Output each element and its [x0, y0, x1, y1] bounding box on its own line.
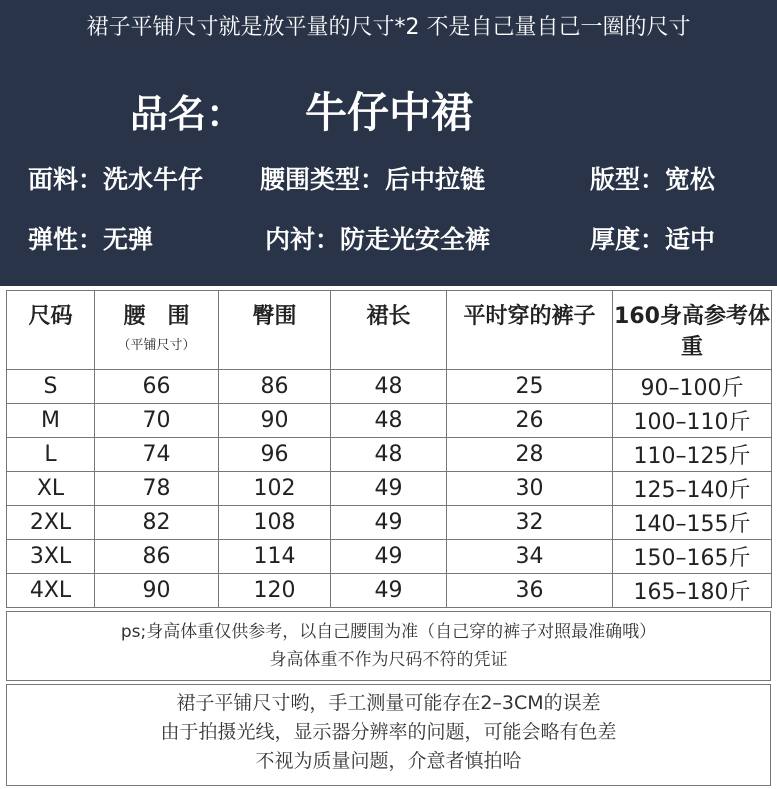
size-table — [6, 290, 772, 608]
cell-pants: 34 — [447, 540, 613, 574]
cell-weight: 90–100斤 — [613, 370, 772, 404]
cell-waist: 90 — [95, 574, 219, 608]
cell-length: 48 — [331, 404, 447, 438]
cell-waist: 82 — [95, 506, 219, 540]
header-weight-ref: 160身高参考体重 — [613, 291, 772, 370]
cell-hip: 114 — [219, 540, 331, 574]
spec-fabric: 面料：洗水牛仔 — [28, 165, 204, 194]
cell-weight: 100–110斤 — [613, 404, 772, 438]
header-waist: 腰 围 （平铺尺寸） — [95, 291, 219, 370]
header-hip: 臀围 — [219, 291, 331, 370]
table-row — [7, 540, 772, 574]
cell-pants: 25 — [447, 370, 613, 404]
cell-size: XL — [7, 472, 95, 506]
cell-size: 2XL — [7, 506, 95, 540]
ps-line-2: 身高体重不作为尺码不符的凭证 — [269, 650, 508, 670]
footer-line-3: 不视为质量问题，介意者慎拍哈 — [255, 750, 522, 772]
cell-length: 48 — [331, 438, 447, 472]
cell-hip: 96 — [219, 438, 331, 472]
cell-hip: 102 — [219, 472, 331, 506]
cell-length: 49 — [331, 574, 447, 608]
cell-weight: 150–165斤 — [613, 540, 772, 574]
cell-length: 49 — [331, 472, 447, 506]
cell-waist: 66 — [95, 370, 219, 404]
top-note: 裙子平铺尺寸就是放平量的尺寸*2 不是自己量自己一圈的尺寸 — [86, 15, 691, 40]
cell-size: L — [7, 438, 95, 472]
cell-size: S — [7, 370, 95, 404]
header-waist-sub: （平铺尺寸） — [117, 338, 196, 353]
header-usual-pants: 平时穿的裤子 — [447, 291, 613, 370]
table-row — [7, 506, 772, 540]
spec-fit: 版型：宽松 — [590, 165, 716, 194]
spec-thickness: 厚度：适中 — [590, 225, 716, 254]
ps-note — [6, 611, 771, 681]
table-row — [7, 370, 772, 404]
table-row — [7, 404, 772, 438]
cell-length: 48 — [331, 370, 447, 404]
product-name-value: 牛仔中裙 — [305, 88, 474, 137]
cell-size: 4XL — [7, 574, 95, 608]
header-panel — [0, 0, 777, 286]
product-name-label: 品名： — [130, 92, 245, 136]
spec-elasticity: 弹性：无弹 — [28, 225, 154, 254]
cell-waist: 86 — [95, 540, 219, 574]
cell-length: 49 — [331, 540, 447, 574]
cell-size: M — [7, 404, 95, 438]
footer-note — [6, 684, 771, 786]
cell-pants: 30 — [447, 472, 613, 506]
cell-length: 49 — [331, 506, 447, 540]
cell-hip: 108 — [219, 506, 331, 540]
table-header-row — [7, 291, 772, 370]
cell-waist: 74 — [95, 438, 219, 472]
cell-pants: 32 — [447, 506, 613, 540]
cell-hip: 90 — [219, 404, 331, 438]
footer-line-1: 裙子平铺尺寸哟，手工测量可能存在2–3CM的误差 — [176, 692, 601, 714]
cell-weight: 165–180斤 — [613, 574, 772, 608]
cell-hip: 120 — [219, 574, 331, 608]
header-skirt-length: 裙长 — [331, 291, 447, 370]
spec-waist-type: 腰围类型：后中拉链 — [260, 165, 486, 194]
footer-line-2: 由于拍摄光线，显示器分辨率的问题，可能会略有色差 — [160, 721, 617, 743]
ps-line-1: ps;身高体重仅供参考，以自己腰围为准（自己穿的裤子对照最准确哦） — [120, 622, 657, 642]
cell-weight: 110–125斤 — [613, 438, 772, 472]
header-size: 尺码 — [7, 291, 95, 370]
cell-pants: 36 — [447, 574, 613, 608]
table-row — [7, 438, 772, 472]
cell-weight: 140–155斤 — [613, 506, 772, 540]
cell-waist: 78 — [95, 472, 219, 506]
table-row — [7, 574, 772, 608]
cell-weight: 125–140斤 — [613, 472, 772, 506]
cell-waist: 70 — [95, 404, 219, 438]
spec-lining: 内衬：防走光安全裤 — [265, 225, 491, 254]
product-name-row — [130, 80, 473, 140]
cell-pants: 26 — [447, 404, 613, 438]
table-row — [7, 472, 772, 506]
cell-hip: 86 — [219, 370, 331, 404]
cell-size: 3XL — [7, 540, 95, 574]
cell-pants: 28 — [447, 438, 613, 472]
